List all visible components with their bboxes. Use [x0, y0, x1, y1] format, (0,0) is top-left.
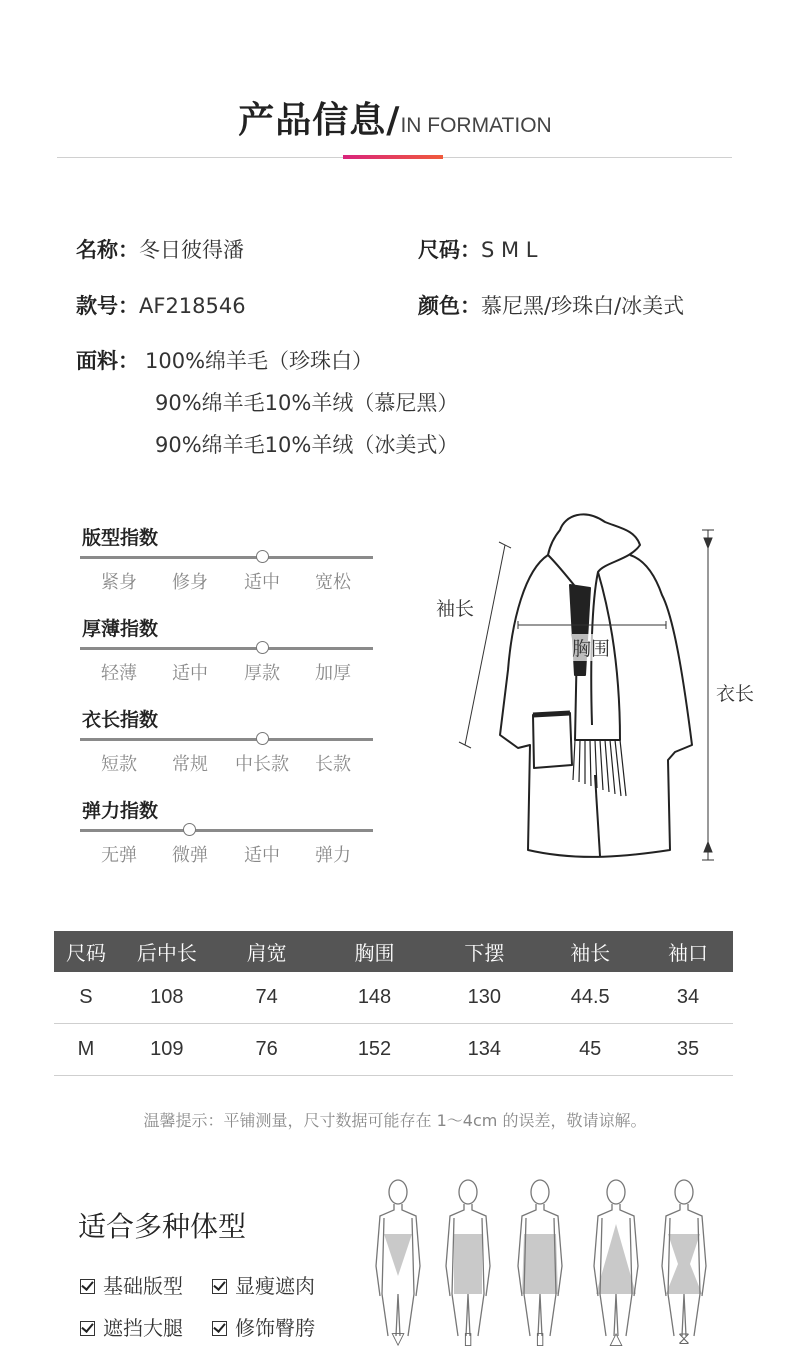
table-cell: 35 — [643, 1024, 733, 1076]
page-title: 产品信息/ — [238, 100, 401, 141]
index-label: 适中 — [172, 663, 208, 684]
style-value: AF218546 — [139, 294, 246, 318]
index-track — [80, 647, 373, 650]
check-item — [80, 1270, 183, 1299]
table-cell: 76 — [216, 1024, 318, 1076]
body-figure-icon — [433, 1176, 503, 1351]
index-knob — [256, 641, 269, 654]
table-cell: 34 — [643, 972, 733, 1024]
table-cell: 108 — [118, 972, 216, 1024]
checkbox-icon — [212, 1321, 227, 1336]
index-label: 宽松 — [315, 572, 351, 593]
table-header-cell: 下摆 — [431, 931, 537, 972]
checkbox-icon — [212, 1279, 227, 1294]
size-label: 尺码： — [418, 238, 481, 262]
index-title: 衣长指数 — [82, 709, 159, 731]
body-type-symbol: ▽ — [391, 1329, 405, 1349]
sleeve-length-label: 袖长 — [436, 598, 475, 620]
index-label: 弹力 — [315, 845, 351, 866]
info-style — [76, 290, 246, 320]
info-size — [418, 234, 538, 264]
table-cell: 44.5 — [537, 972, 643, 1024]
checkbox-icon — [80, 1321, 95, 1336]
check-item — [212, 1270, 315, 1299]
checkbox-icon — [80, 1279, 95, 1294]
table-cell: M — [54, 1024, 118, 1076]
name-value: 冬日彼得潘 — [139, 238, 244, 262]
index-label: 常规 — [172, 754, 208, 775]
info-name — [76, 234, 244, 264]
index-label: 短款 — [101, 754, 137, 775]
index-label: 厚款 — [244, 663, 280, 684]
size-value: S M L — [481, 238, 538, 262]
index-track — [80, 829, 373, 832]
fabric-line-3: 90%绵羊毛10%羊绒（冰美式） — [155, 433, 459, 457]
table-cell: 134 — [431, 1024, 537, 1076]
measurement-tip: 温馨提示：平铺测量，尺寸数据可能存在 1～4cm 的误差，敬请谅解。 — [143, 1111, 647, 1130]
body-type-symbol: ▯ — [535, 1329, 545, 1349]
color-value: 慕尼黑/珍珠白/冰美式 — [481, 294, 685, 318]
table-cell: 130 — [431, 972, 537, 1024]
index-label: 微弹 — [172, 845, 208, 866]
table-header-row — [54, 931, 733, 972]
index-knob — [256, 550, 269, 563]
table-cell: 74 — [216, 972, 318, 1024]
section-header — [0, 92, 790, 143]
table-row — [54, 1024, 733, 1076]
body-figure-icon — [649, 1176, 719, 1351]
body-type-symbol: ⧖ — [678, 1329, 690, 1349]
chest-label: 胸围 — [572, 634, 610, 661]
color-label: 颜色： — [418, 294, 481, 318]
fabric-label: 面料： — [76, 349, 139, 373]
page-subtitle: IN FORMATION — [400, 114, 552, 137]
body-figure-icon — [505, 1176, 575, 1351]
check-item — [212, 1312, 315, 1341]
table-cell: 109 — [118, 1024, 216, 1076]
index-title: 弹力指数 — [82, 800, 159, 822]
body-figure-icon — [363, 1176, 433, 1351]
table-header-cell: 胸围 — [318, 931, 432, 972]
index-label: 无弹 — [101, 845, 137, 866]
check-label: 显瘦遮肉 — [235, 1274, 315, 1298]
index-label: 适中 — [244, 845, 280, 866]
index-label: 紧身 — [101, 572, 137, 593]
table-cell: 45 — [537, 1024, 643, 1076]
index-track — [80, 738, 373, 741]
table-cell: 152 — [318, 1024, 432, 1076]
style-label: 款号： — [76, 294, 139, 318]
info-fabric — [76, 345, 373, 375]
index-label: 适中 — [244, 572, 280, 593]
table-row — [54, 972, 733, 1024]
name-label: 名称： — [76, 238, 139, 262]
index-label: 加厚 — [315, 663, 351, 684]
index-label: 长款 — [315, 754, 351, 775]
fabric-line-2: 90%绵羊毛10%羊绒（慕尼黑） — [155, 391, 459, 415]
table-header-cell: 肩宽 — [216, 931, 318, 972]
info-color — [418, 290, 684, 320]
header-accent-bar — [343, 155, 443, 159]
check-item — [80, 1312, 183, 1341]
index-track — [80, 556, 373, 559]
table-cell: S — [54, 972, 118, 1024]
table-header-cell: 后中长 — [118, 931, 216, 972]
body-type-symbol: △ — [609, 1329, 623, 1349]
index-label: 轻薄 — [101, 663, 137, 684]
index-knob — [256, 732, 269, 745]
index-knob — [183, 823, 196, 836]
table-header-cell: 袖口 — [643, 931, 733, 972]
body-type-symbol: ▯ — [463, 1329, 473, 1349]
body-figure-icon — [581, 1176, 651, 1351]
index-title: 厚薄指数 — [82, 618, 159, 640]
index-title: 版型指数 — [82, 527, 159, 549]
check-label: 基础版型 — [103, 1274, 183, 1298]
garment-length-label: 衣长 — [716, 683, 755, 705]
fit-title: 适合多种体型 — [78, 1210, 247, 1243]
fabric-line-1: 100%绵羊毛（珍珠白） — [145, 349, 374, 373]
table-header-cell: 袖长 — [537, 931, 643, 972]
table-header-cell: 尺码 — [54, 931, 118, 972]
index-label: 中长款 — [235, 754, 289, 775]
size-table — [54, 931, 733, 1076]
table-cell: 148 — [318, 972, 432, 1024]
check-label: 遮挡大腿 — [103, 1316, 183, 1340]
index-label: 修身 — [172, 572, 208, 593]
check-label: 修饰臀胯 — [235, 1316, 315, 1340]
